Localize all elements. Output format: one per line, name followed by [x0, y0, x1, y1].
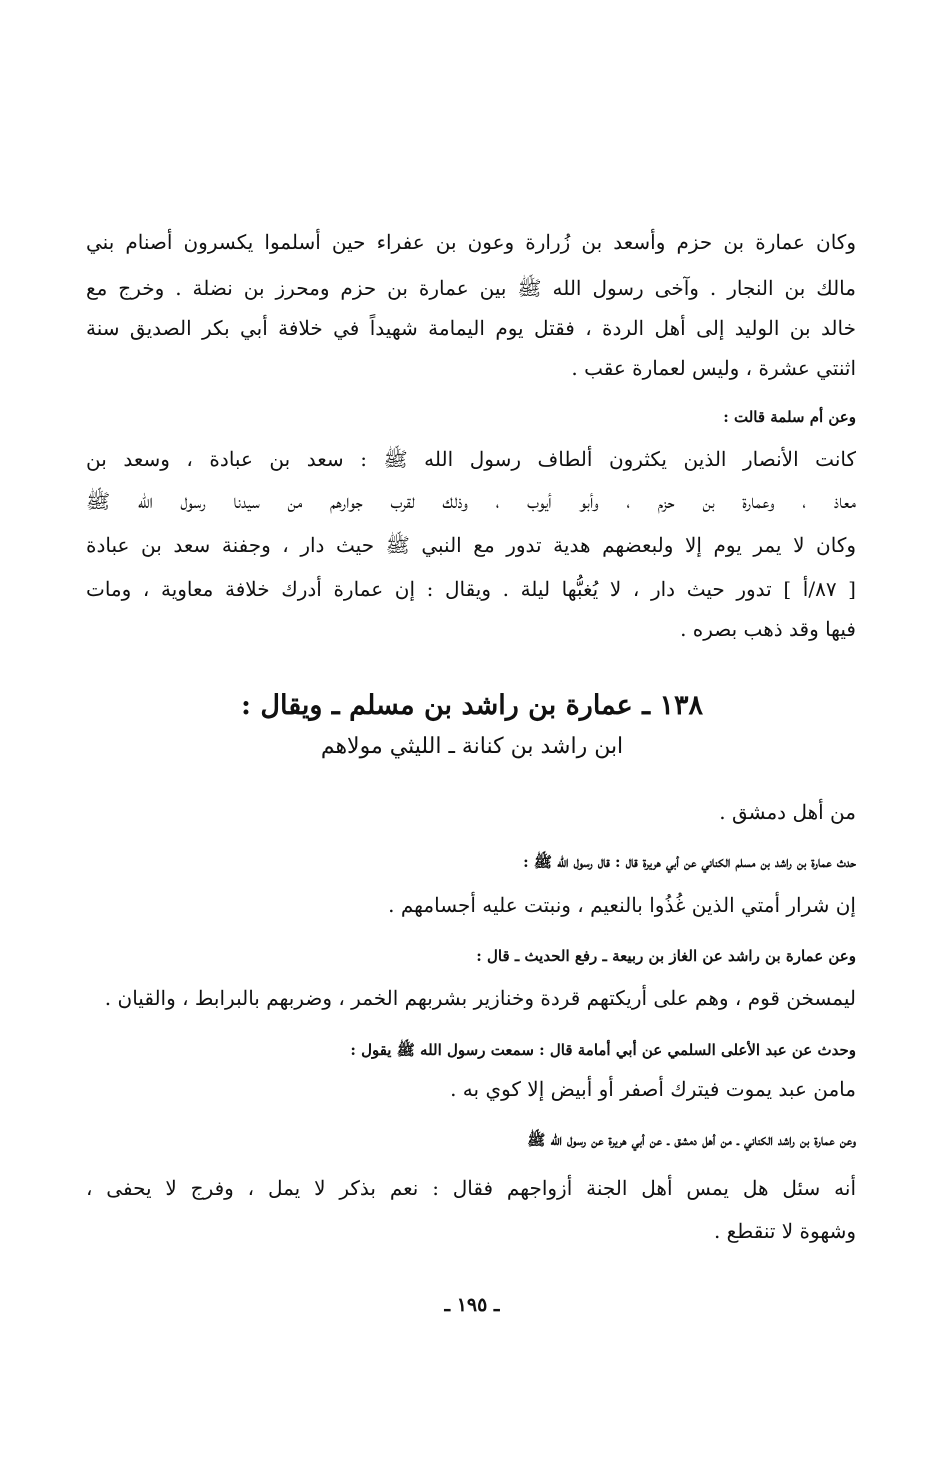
entry-subheading: ابن راشد بن كنانة ـ الليثي مولاهم	[320, 734, 624, 759]
paragraph-line: [ ٨٧/أ ] تدور حيث دار ، لا يُغبُّها ليلة . ويقال : إن عمارة أدرك خلافة معاوية ، ومات	[86, 577, 856, 601]
paragraph-line: خالد بن الوليد إلى أهل الردة ، فقتل يوم اليمامة شهيداً في خلافة أبي بكر الصديق سنة	[86, 316, 856, 340]
paragraph-line: اثنتي عشرة ، وليس لعمارة عقب .	[571, 356, 856, 380]
paragraph-line: مالك بن النجار . وآخى رسول الله ﷺ بين عمارة بن حزم ومحرز بن نضلة . وخرج مع	[86, 276, 856, 300]
narration-chain: وعن أم سلمة قالت :	[723, 408, 856, 426]
narration-chain: وعن عمارة بن راشد عن الغاز بن ربيعة ـ رفع الحديث ـ قال :	[476, 947, 856, 965]
entry-heading: ١٣٨ ـ عمارة بن راشد بن مسلم ـ ويقال :	[240, 690, 703, 721]
paragraph-line: معاذ ، وعمارة بن حزم ، وأبو أيوب ، وذلك لقرب جوارهم من سيدنا رسول الله ﷺ	[86, 489, 856, 513]
paragraph-line: وكان لا يمر يوم إلا ولبعضهم هدية تدور مع النبي ﷺ حيث دار ، وجفنة سعد بن عبادة	[86, 533, 856, 557]
hadith-text: إن شرار أمتي الذين غُذُوا بالنعيم ، ونبتت عليه أجسامهم .	[388, 893, 856, 917]
hadith-text: مامن عبد يموت فيترك أصفر أو أبيض إلا كوي به .	[450, 1077, 856, 1101]
paragraph-line: وكان عمارة بن حزم وأسعد بن زُرارة وعون بن عفراء حين أسلموا يكسرون أصنام بني	[86, 230, 856, 254]
paragraph-line: كانت الأنصار الذين يكثرون ألطاف رسول الله ﷺ : سعد بن عبادة ، وسعد بن	[86, 447, 856, 471]
origin-line: من أهل دمشق .	[719, 800, 856, 824]
page-number: ـ ١٩٥ ـ	[444, 1294, 500, 1316]
hadith-text: ليمسخن قوم ، وهم على أريكتهم قردة وخنازير بشربهم الخمر ، وضربهم بالبرابط ، والقيان .	[104, 986, 856, 1010]
hadith-text: وشهوة لا تنقطع .	[713, 1219, 856, 1243]
hadith-text: أنه سئل هل يمس أهل الجنة أزواجهم فقال : نعم بذكر لا يمل ، وفرج لا يحفى ،	[86, 1176, 856, 1200]
narration-chain: وحدث عن عبد الأعلى السلمي عن أبي أمامة قال : سمعت رسول الله ﷺ يقول :	[350, 1041, 856, 1059]
narration-chain: وعن عمارة بن راشد الكناني ـ من أهل دمشق ـ عن أبي هريرة عن رسول الله ﷺ	[527, 1131, 856, 1149]
narration-chain: حدث عمارة بن راشد بن مسلم الكناني عن أبي هريرة قال : قال رسول الله ﷺ :	[523, 853, 856, 871]
paragraph-line: فيها وقد ذهب بصره .	[680, 617, 856, 641]
